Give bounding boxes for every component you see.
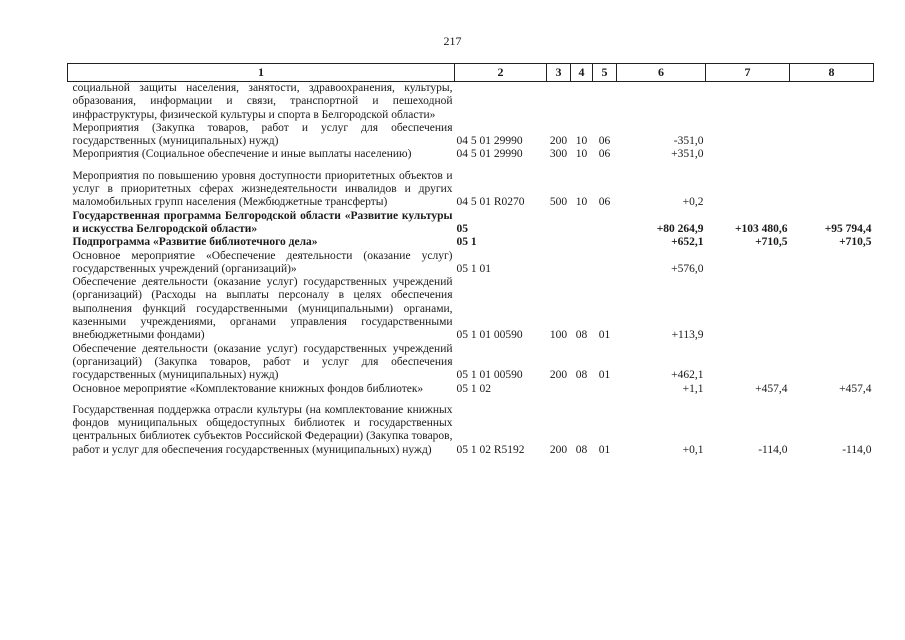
row-col3 bbox=[547, 383, 571, 396]
column-header-8: 8 bbox=[790, 64, 874, 82]
row-col3 bbox=[547, 236, 571, 249]
row-description: Мероприятия (Социальное обеспечение и иные выплаты населению) bbox=[72, 148, 412, 161]
row-code: 05 1 02 R5192 bbox=[456, 443, 525, 456]
row-col4 bbox=[571, 82, 593, 122]
table-row bbox=[68, 343, 874, 383]
row-col8 bbox=[790, 250, 874, 277]
row-col7: +457,4 bbox=[755, 382, 788, 395]
row-col5 bbox=[593, 383, 617, 396]
row-col7 bbox=[706, 250, 790, 277]
row-col8 bbox=[790, 82, 874, 122]
column-header-4: 4 bbox=[571, 64, 593, 82]
column-header-7: 7 bbox=[706, 64, 790, 82]
row-col6: -351,0 bbox=[673, 135, 704, 148]
row-col6: +1,1 bbox=[682, 382, 704, 395]
table-row bbox=[68, 82, 874, 122]
row-col4: 08 bbox=[575, 329, 588, 342]
row-col4 bbox=[571, 250, 593, 277]
row-col3: 200 bbox=[549, 443, 568, 456]
row-col5: 06 bbox=[598, 135, 611, 148]
row-col6: +0,1 bbox=[682, 443, 704, 456]
row-col6: +652,1 bbox=[671, 236, 704, 249]
row-col6: +351,0 bbox=[671, 148, 704, 161]
row-code: 05 bbox=[456, 222, 468, 235]
row-col5: 01 bbox=[598, 369, 611, 382]
row-description: Подпрограмма «Развитие библиотечного дела» bbox=[72, 236, 318, 249]
row-description: Мероприятия (Закупка товаров, работ и услуг для обеспечения государственных (муниципальных) нужд) bbox=[72, 121, 453, 148]
row-col6: +80 264,9 bbox=[656, 222, 704, 235]
page-number: 217 bbox=[443, 34, 462, 48]
row-col6 bbox=[617, 82, 706, 122]
row-col7 bbox=[706, 343, 790, 383]
table-header-row bbox=[68, 64, 874, 82]
row-col8: -114,0 bbox=[842, 443, 872, 456]
row-col3: 200 bbox=[549, 369, 568, 382]
row-description: социальной защиты населения, занятости, здравоохранения, культуры, образования, информации и связи, транспортной и пешеходной инфраструктуры, физической культуры и спорта в Белгородской области» bbox=[72, 82, 453, 121]
row-col5 bbox=[593, 210, 617, 237]
row-col5: 06 bbox=[598, 196, 611, 209]
row-col8: +95 794,4 bbox=[824, 222, 872, 235]
column-header-2: 2 bbox=[455, 64, 547, 82]
budget-table bbox=[67, 63, 874, 457]
row-description: Государственная программа Белгородской области «Развитие культуры и искусства Белгородской области» bbox=[72, 209, 453, 235]
table-row bbox=[68, 276, 874, 342]
row-col3: 100 bbox=[549, 329, 568, 342]
row-col3: 200 bbox=[549, 135, 568, 148]
row-col3 bbox=[547, 250, 571, 277]
row-col3 bbox=[547, 210, 571, 237]
column-header-6: 6 bbox=[617, 64, 706, 82]
row-col6: +462,1 bbox=[671, 369, 704, 382]
table-row-subprogram bbox=[68, 236, 874, 249]
row-col4: 10 bbox=[575, 135, 588, 148]
row-col5: 01 bbox=[598, 329, 611, 342]
table-row bbox=[68, 383, 874, 396]
row-code: 05 1 01 00590 bbox=[456, 369, 523, 382]
row-code: 05 1 02 bbox=[456, 382, 491, 395]
row-col4 bbox=[571, 383, 593, 396]
row-spacer bbox=[68, 396, 874, 404]
row-col8 bbox=[790, 343, 874, 383]
row-col6: +0,2 bbox=[682, 196, 704, 209]
table-row bbox=[68, 170, 874, 210]
table-row bbox=[68, 122, 874, 149]
column-header-5: 5 bbox=[593, 64, 617, 82]
row-description: Обеспечение деятельности (оказание услуг) государственных учреждений (организаций) (Расходы на выплаты персоналу в целях обеспечения выполнения функций государственными (муниципальными) органами, казенными учреждениями, органами управления государственными внебюджетными фондами) bbox=[72, 276, 453, 342]
row-col7 bbox=[706, 82, 790, 122]
row-col5: 01 bbox=[598, 443, 611, 456]
row-col7: -114,0 bbox=[758, 443, 788, 456]
row-col4: 08 bbox=[575, 443, 588, 456]
row-code: 04 5 01 29990 bbox=[456, 148, 523, 161]
table-row bbox=[68, 148, 874, 161]
row-col6: +576,0 bbox=[671, 262, 704, 275]
column-header-3: 3 bbox=[547, 64, 571, 82]
row-col8: +710,5 bbox=[839, 236, 872, 249]
row-col6: +113,9 bbox=[671, 329, 704, 342]
row-col3 bbox=[547, 82, 571, 122]
row-description: Основное мероприятие «Обеспечение деятельности (оказание услуг) государственных учреждений (организаций)» bbox=[72, 249, 453, 275]
row-col3: 500 bbox=[549, 196, 568, 209]
row-col4 bbox=[571, 210, 593, 237]
row-col5: 06 bbox=[598, 148, 611, 161]
row-col5 bbox=[593, 82, 617, 122]
row-code: 04 5 01 R0270 bbox=[456, 196, 525, 209]
row-code: 05 1 bbox=[456, 236, 477, 249]
row-code: 04 5 01 29990 bbox=[456, 135, 523, 148]
row-code: 05 1 01 bbox=[456, 262, 491, 275]
row-col5 bbox=[593, 250, 617, 277]
row-col7 bbox=[706, 276, 790, 342]
row-col8 bbox=[790, 122, 874, 149]
table-row bbox=[68, 250, 874, 277]
row-col8 bbox=[790, 148, 874, 161]
row-col4 bbox=[571, 236, 593, 249]
row-description: Мероприятия по повышению уровня доступности приоритетных объектов и услуг в приоритетных сферах жизнедеятельности инвалидов и других маломобильных групп населения (Межбюджетные трансферты) bbox=[72, 169, 453, 209]
column-header-1: 1 bbox=[68, 64, 455, 82]
row-description: Обеспечение деятельности (оказание услуг) государственных учреждений (организаций) (Закупка товаров, работ и услуг для обеспечения государственных (муниципальных) нужд) bbox=[72, 342, 453, 382]
row-col4: 10 bbox=[575, 148, 588, 161]
row-col7 bbox=[706, 148, 790, 161]
row-col4: 10 bbox=[575, 196, 588, 209]
row-col4: 08 bbox=[575, 369, 588, 382]
row-col3: 300 bbox=[549, 148, 568, 161]
row-col7 bbox=[706, 122, 790, 149]
row-col7: +103 480,6 bbox=[734, 222, 788, 235]
row-col7: +710,5 bbox=[755, 236, 788, 249]
row-description: Основное мероприятие «Комплектование книжных фондов библиотек» bbox=[72, 382, 424, 395]
row-col8 bbox=[790, 276, 874, 342]
table-row bbox=[68, 404, 874, 457]
row-description: Государственная поддержка отрасли культуры (на комплектование книжных фондов муниципальных общедоступных библиотек и государственных центральных библиотек субъектов Российской Федерации) (Закупка товаров, работ и услуг для обеспечения государственных (муниципальных) нужд) bbox=[72, 403, 453, 456]
row-col8 bbox=[790, 170, 874, 210]
row-spacer bbox=[68, 162, 874, 170]
row-col8: +457,4 bbox=[839, 382, 872, 395]
row-code bbox=[455, 82, 547, 122]
row-col5 bbox=[593, 236, 617, 249]
row-code: 05 1 01 00590 bbox=[456, 329, 523, 342]
row-col7 bbox=[706, 170, 790, 210]
table-row-program bbox=[68, 210, 874, 237]
